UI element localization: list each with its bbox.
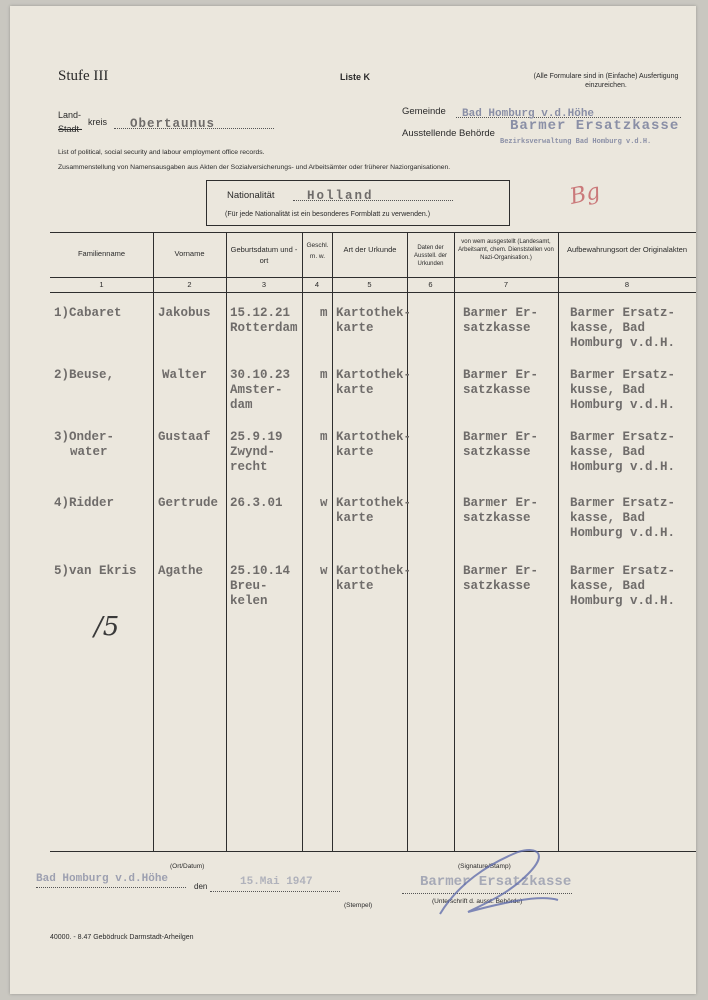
col-header-geschl: Geschl. m. w. [306, 242, 329, 260]
behoerde-sub-stamp: Bezirksverwaltung Bad Homburg v.d.H. [500, 138, 652, 146]
nationality-label: Nationalität [227, 190, 275, 201]
col-divider [454, 232, 455, 852]
handwritten-count: /5 [94, 612, 120, 642]
table-row-vorname: Walter [162, 368, 208, 382]
table-row-aufbewahrung: Barmer Ersatz- kasse, Bad Homburg v.d.H. [570, 496, 676, 540]
table-row-vorname: Jakobus [158, 306, 211, 320]
date-line [210, 890, 340, 892]
col-header-familienname: Familienname [77, 249, 126, 258]
table-row-geschl: w [320, 564, 328, 578]
table-row-geburt: 25.9.19 Zwynd- recht [230, 430, 283, 474]
place-stamp: Bad Homburg v.d.Höhe [36, 873, 169, 885]
signature-scribble [428, 844, 568, 924]
table-row-geburt: 25.10.14 Breu- kelen [230, 564, 291, 608]
signature-label: (Signature/Stamp) [458, 863, 511, 870]
nationality-box [206, 180, 510, 226]
col-divider [302, 232, 303, 852]
col-num: 8 [624, 280, 630, 289]
date-stamp: 15.Mai 1947 [240, 876, 313, 888]
nationality-note: (Für jede Nationalität ist ein besonderes Formblatt zu verwenden.) [225, 211, 431, 218]
table-row-geburt: 15.12.21 Rotterdam [230, 306, 298, 335]
table-row-vorname: Agathe [158, 564, 204, 578]
den-label: den [194, 882, 208, 891]
table-header-line [50, 277, 696, 278]
col-divider [153, 232, 154, 852]
table-row-familienname: 1)Cabaret [54, 306, 122, 320]
table-row-vorname: Gustaaf [158, 430, 211, 444]
table-row-von: Barmer Er- satzkasse [463, 368, 539, 397]
behoerde-signature-label: (Unterschrift d. ausst. Behörde) [432, 898, 523, 905]
behoerde-stamp: Barmer Ersatzkasse [510, 118, 680, 134]
place-line [36, 886, 186, 888]
col-num: 2 [187, 280, 192, 289]
subtitle-en: List of political, social security and labour employment office records. [58, 149, 265, 156]
form-page [10, 6, 696, 994]
liste-label: Liste K [340, 72, 371, 82]
table-row-geschl: m [320, 368, 328, 382]
print-info: 40000. - 8.47 Gebödruck Darmstadt-Arheilgen [50, 934, 194, 941]
col-header-daten: Daten der Ausstell. der Urkunden [413, 245, 447, 267]
table-row-art: Kartothek- karte [336, 368, 412, 397]
table-bottom-line [50, 851, 696, 852]
table-row-aufbewahrung: Barmer Ersatz- kasse, Bad Homburg v.d.H. [570, 430, 676, 474]
kreis-value: Obertaunus [130, 117, 216, 131]
table-row-familienname: 3)Onder- water [54, 430, 115, 459]
table-row-art: Kartothek- karte [336, 496, 412, 525]
table-row-von: Barmer Er- satzkasse [463, 564, 539, 593]
col-num: 4 [314, 280, 320, 289]
col-num: 5 [367, 280, 372, 289]
table-row-geschl: w [320, 496, 328, 510]
gemeinde-stamp: Bad Homburg v.d.Höhe [462, 108, 595, 120]
gemeinde-label: Gemeinde [402, 106, 446, 117]
table-row-geschl: m [320, 306, 328, 320]
table-row-geschl: m [320, 430, 328, 444]
table-row-aufbewahrung: Barmer Ersatz- kusse, Bad Homburg v.d.H. [570, 368, 676, 412]
land-label: Land- [58, 110, 82, 120]
col-header-aufbewahrung: Aufbewahrungsort der Originalakten [566, 245, 688, 254]
gemeinde-line [456, 103, 681, 118]
table-row-vorname: Gertrude [158, 496, 219, 510]
table-num-line [50, 292, 696, 293]
red-mark: Bg [567, 179, 603, 210]
behoerde-label: Ausstellende Behörde [402, 128, 495, 139]
col-divider [558, 232, 559, 852]
table-row-geburt: 30.10.23 Amster- dam [230, 368, 291, 412]
footer-stamp: Barmer Ersatzkasse [420, 874, 572, 890]
col-header-von: von wem ausgestellt (Landesamt, Arbeitsamt, chem. Dienststellen von Nazi-Organisation.) [458, 239, 554, 261]
col-num: 3 [261, 280, 267, 289]
nationality-value: Holland [307, 189, 374, 203]
col-header-vorname: Vorname [174, 249, 205, 258]
nationality-line [293, 186, 453, 201]
stufe-title: Stufe III [58, 68, 109, 84]
date-label: (Ort/Datum) [170, 863, 205, 870]
col-num: 1 [99, 280, 104, 289]
col-divider [226, 232, 227, 852]
table-row-von: Barmer Er- satzkasse [463, 496, 539, 525]
col-num: 7 [503, 280, 509, 289]
col-header-art: Art der Urkunde [343, 245, 397, 254]
table-row-von: Barmer Er- satzkasse [463, 306, 539, 335]
table-row-familienname: 2)Beuse, [54, 368, 115, 382]
table-top-line [50, 232, 696, 233]
table-row-aufbewahrung: Barmer Ersatz- kasse, Bad Homburg v.d.H. [570, 306, 676, 350]
subtitle-de: Zusammenstellung von Namensausgaben aus Akten der Sozialversicherungs- und Arbeitsämter oder früherer Naziorganisationen. [58, 164, 451, 171]
stempel-label: (Stempel) [344, 902, 373, 909]
table-row-familienname: 4)Ridder [54, 496, 115, 510]
table-row-von: Barmer Er- satzkasse [463, 430, 539, 459]
kreis-line [114, 114, 274, 129]
col-header-geburt: Geburtsdatum und -ort [230, 245, 298, 265]
table-row-art: Kartothek- karte [336, 430, 412, 459]
table-row-art: Kartothek- karte [336, 564, 412, 593]
stadt-label: Stadt- [58, 124, 83, 134]
table-row-geburt: 26.3.01 [230, 496, 283, 510]
table-row-aufbewahrung: Barmer Ersatz- kasse, Bad Homburg v.d.H. [570, 564, 676, 608]
form-note: (Alle Formulare sind in (Einfache) Ausfertigung einzureichen. [533, 73, 679, 89]
table-row-familienname: 5)van Ekris [54, 564, 137, 578]
col-num: 6 [428, 280, 433, 289]
table-row-art: Kartothek- karte [336, 306, 412, 335]
kreis-label: kreis [88, 117, 108, 127]
col-divider [332, 232, 333, 852]
